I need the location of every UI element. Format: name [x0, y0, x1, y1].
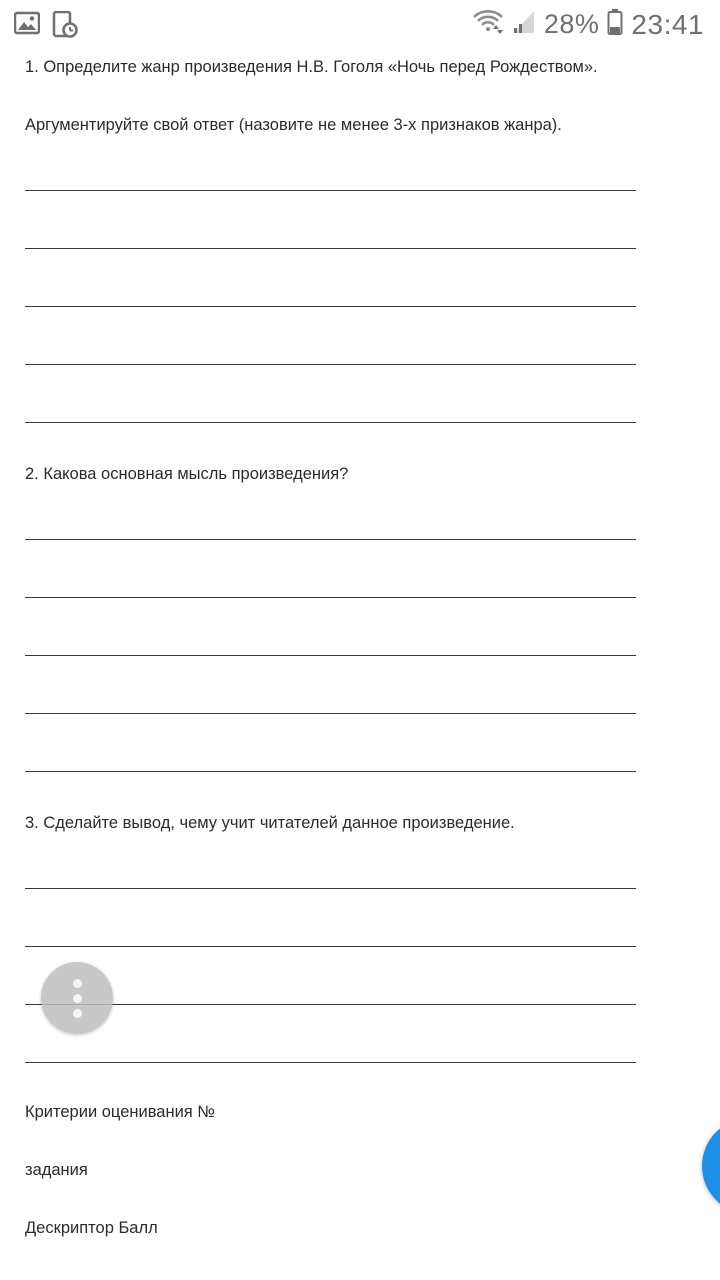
battery-percent: 28% — [543, 9, 600, 39]
answer-line — [25, 248, 636, 249]
wifi-icon — [472, 8, 504, 41]
more-vertical-icon-dot — [73, 1009, 82, 1018]
criteria-heading: Критерии оценивания № — [25, 1103, 215, 1121]
answer-line — [25, 888, 636, 889]
question-2-title: 2. Какова основная мысль произведения? — [25, 465, 349, 483]
answer-line — [25, 364, 636, 365]
battery-icon — [607, 8, 623, 41]
floating-action-button[interactable] — [702, 1118, 720, 1214]
more-vertical-icon — [73, 979, 82, 988]
answer-line — [25, 713, 636, 714]
answer-line — [25, 539, 636, 540]
answer-line — [25, 771, 636, 772]
gallery-icon — [14, 11, 40, 44]
signal-icon — [512, 9, 536, 40]
answer-line — [25, 190, 636, 191]
criteria-subheading: задания — [25, 1161, 88, 1179]
answer-line — [25, 655, 636, 656]
status-bar — [0, 0, 720, 48]
answer-line — [25, 597, 636, 598]
question-1-instruction: Аргументируйте свой ответ (назовите не менее 3-х признаков жанра). — [25, 116, 562, 134]
screenshot-icon — [52, 11, 78, 44]
answer-line — [25, 422, 636, 423]
answer-line — [25, 946, 636, 947]
floating-menu-button[interactable] — [41, 962, 113, 1034]
answer-line — [25, 1004, 636, 1005]
clock: 23:41 — [631, 8, 704, 40]
answer-line — [25, 306, 636, 307]
answer-line — [25, 1062, 636, 1063]
question-3-title: 3. Сделайте вывод, чему учит читателей данное произведение. — [25, 814, 515, 832]
descriptor-score-heading: Дескриптор Балл — [25, 1219, 158, 1237]
question-1-title: 1. Определите жанр произведения Н.В. Гоголя «Ночь перед Рождеством». — [25, 58, 598, 76]
more-vertical-icon-dot — [73, 994, 82, 1003]
